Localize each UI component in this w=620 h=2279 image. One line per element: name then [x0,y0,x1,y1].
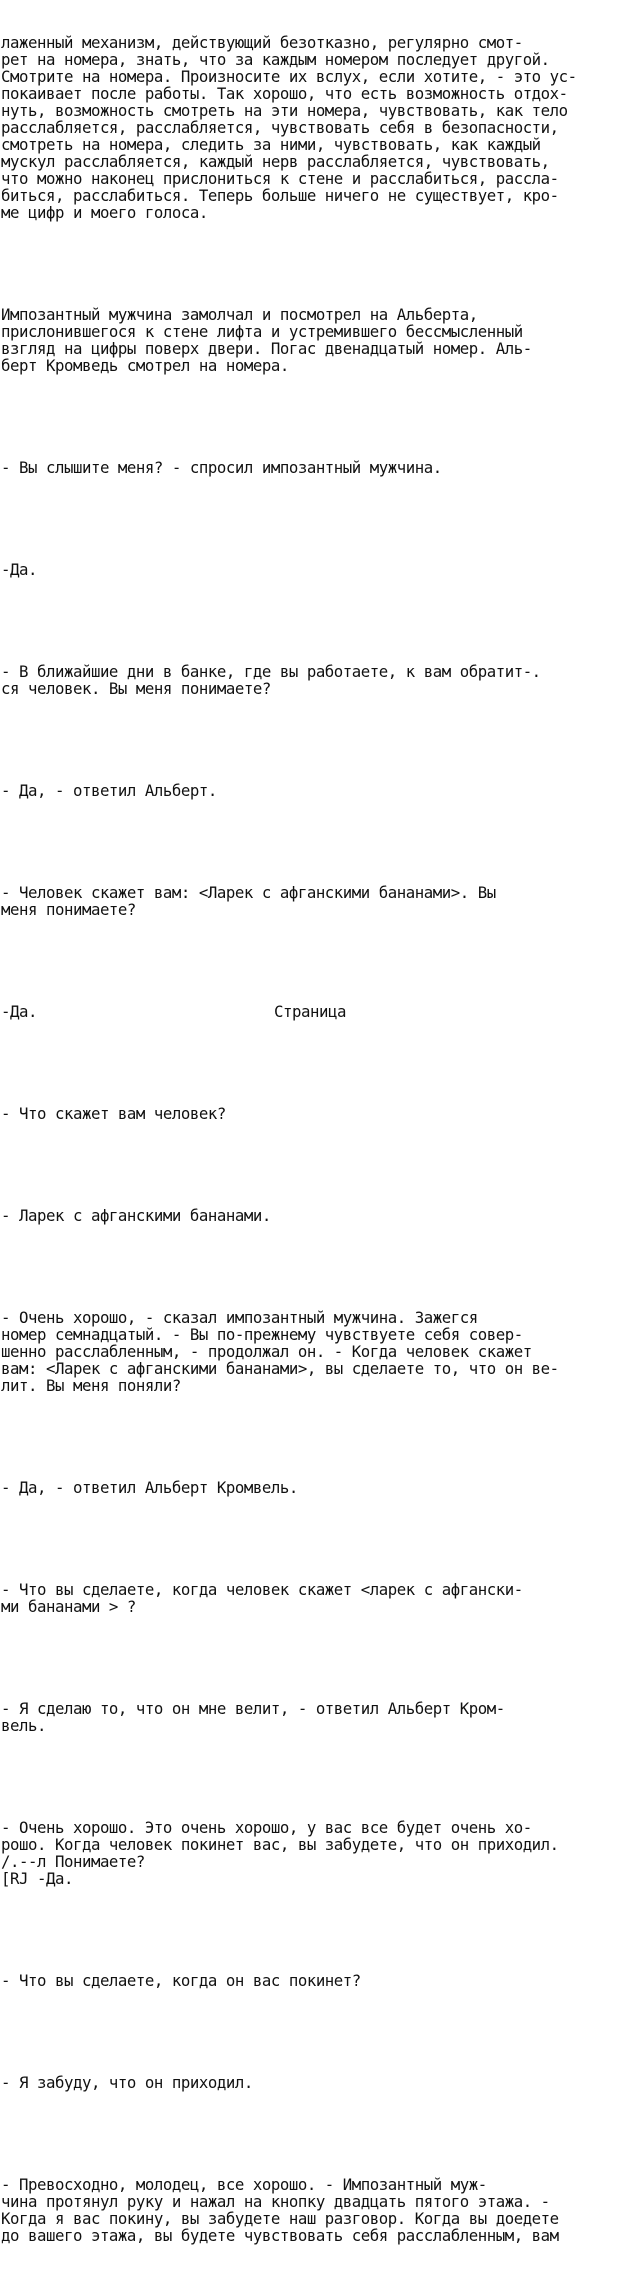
paragraph: - Да, - ответил Альберт. [1,781,217,800]
paragraph: - Да, - ответил Альберт Кромвель. [1,1478,298,1497]
page-footer: Страница [274,1002,346,1021]
paragraph: - Ларек с афганскими бананами. [1,1206,271,1225]
paragraph: лаженный механизм, действующий безотказно, регулярно смот- рет на номера, знать, что за каждым номером последует другой. Смотрите на номера. Произносите их вслух, если хотите, - это ус- покаивает после работы. Так хорошо, что есть возможность отдох- нуть, возможность смотреть на эти номера, чувствовать, как тело расслабляется, расслабляется, чувствовать себя в безопасности, смотреть на номера, следить за ними, чувствовать, как каждый мускул расслабляется, каждый нерв расслабляется, чувствовать, что можно наконец прислониться к стене и расслабиться, рассла- биться, расслабиться. Теперь больше ничего не существует, кро- ме цифр и моего голоса. [1,33,577,222]
paragraph: - Человек скажет вам: <Ларек с афганскими бананами>. Вы меня понимаете? [1,883,496,919]
paragraph: - Я забуду, что он приходил. [1,2073,253,2092]
paragraph: - Я сделаю то, что он мне велит, - ответил Альберт Кром- вель. [1,1699,505,1735]
paragraph: Импозантный мужчина замолчал и посмотрел на Альберта, прислонившегося к стене лифта и устремившего бессмысленный взгляд на цифры поверх двери. Погас двенадцатый номер. Аль- берт Кромведь смотрел на номера. [1,305,532,375]
paragraph: - Очень хорошо. Это очень хорошо, у вас все будет очень хо- рошо. Когда человек покинет вас, вы забудете, что он приходил. /.--л Понимаете? [RJ -Да. [1,1818,559,1888]
paragraph: - Превосходно, молодец, все хорошо. - Импозантный муж- чина протянул руку и нажал на кнопку двадцать пятого этажа. - Когда я вас покину, вы забудете наш разговор. Когда вы доедете до вашего этажа, вы будете чувствовать себя расслабленным, вам [1,2175,559,2245]
page-text [1,0,620,2278]
paragraph: - Что скажет вам человек? [1,1104,226,1123]
paragraph: - Что вы сделаете, когда он вас покинет? [1,1971,361,1990]
paragraph: -Да. [1,560,37,579]
paragraph: - Очень хорошо, - сказал импозантный мужчина. Зажегся номер семнадцатый. - Вы по-прежнему чувствуете себя совер- шенно расслабленным, - продолжал он. - Когда человек скажет вам: <Ларек с афганскими бананами>, вы сделаете то, что он ве- лит. Вы меня поняли? [1,1308,559,1395]
paragraph: - В ближайшие дни в банке, где вы работаете, к вам обратит-. ся человек. Вы меня понимаете? [1,662,541,698]
paragraph: - Что вы сделаете, когда человек скажет <ларек с афгански- ми бананами > ? [1,1580,523,1616]
paragraph: -Да. [1,1002,37,1021]
paragraph: - Вы слышите меня? - спросил импозантный мужчина. [1,458,442,477]
